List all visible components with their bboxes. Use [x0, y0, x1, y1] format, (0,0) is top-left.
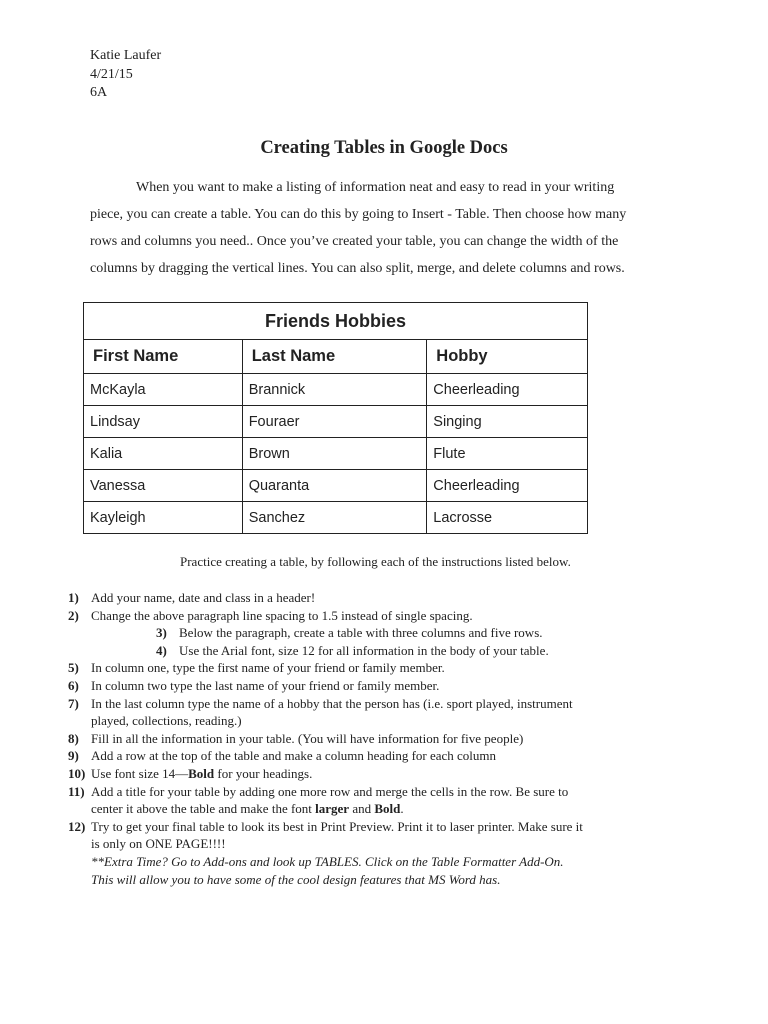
table-row	[84, 470, 588, 502]
table-row	[84, 502, 588, 534]
table-cell: Lacrosse	[427, 502, 588, 534]
item-number: 6)	[68, 677, 79, 693]
item-text-part: for your headings.	[214, 765, 313, 781]
item-number: 7)	[68, 695, 79, 711]
list-item	[68, 730, 688, 748]
item-text-continued: played, collections, reading.)	[91, 713, 242, 729]
student-date: 4/21/15	[90, 66, 133, 82]
table-caption: Friends Hobbies	[84, 303, 588, 340]
list-item	[68, 765, 688, 783]
item-text: In the last column type the name of a hobby that the person has (i.e. sport played, instrument	[91, 695, 573, 711]
item-number: 1)	[68, 590, 79, 605]
table-cell: Fouraer	[242, 406, 427, 438]
table-row	[84, 438, 588, 470]
header-hobby: Hobby	[427, 340, 588, 374]
list-item	[68, 677, 688, 695]
list-item	[68, 659, 688, 677]
list-item	[68, 589, 688, 607]
table-cell: Cheerleading	[427, 374, 588, 406]
table-caption-row	[84, 303, 588, 340]
table-cell: Cheerleading	[427, 470, 588, 502]
list-item	[68, 642, 688, 660]
table-cell: Vanessa	[84, 470, 243, 502]
table-cell: Flute	[427, 438, 588, 470]
table-cell: Kayleigh	[84, 502, 243, 534]
list-item	[68, 695, 688, 713]
item-text	[91, 765, 688, 783]
item-text-part: and	[349, 801, 375, 817]
table-header-row	[84, 340, 588, 374]
list-item	[68, 607, 688, 625]
item-text: In column one, type the first name of your friend or family member.	[91, 660, 445, 676]
item-text: Below the paragraph, create a table with three columns and five rows.	[179, 625, 543, 641]
item-text-part: center it above the table and make the font	[91, 801, 316, 817]
page-title: Creating Tables in Google Docs	[260, 138, 508, 158]
document-header	[90, 47, 161, 103]
item-text-part: .	[400, 801, 404, 817]
item-text-part: Use font size 14—	[91, 765, 189, 781]
table-cell: Brown	[242, 438, 427, 470]
item-bold-text: Bold	[188, 765, 215, 781]
intro-line: When you want to make a listing of information neat and easy to read in your writing	[136, 180, 615, 195]
item-number: 10)	[68, 765, 86, 781]
table-cell: Singing	[427, 406, 588, 438]
friends-hobbies-table	[83, 302, 588, 534]
intro-line: rows and columns you need.. Once you’ve created your table, you can change the width of the	[90, 234, 619, 249]
item-text: Fill in all the information in your table. (You will have information for five people)	[91, 730, 524, 746]
table-cell: Sanchez	[242, 502, 427, 534]
item-number: 8)	[68, 730, 79, 746]
extra-time-note: This will allow you to have some of the cool design features that MS Word has.	[91, 871, 501, 887]
item-number: 5)	[68, 660, 79, 676]
list-item	[68, 624, 688, 642]
item-number: 3)	[156, 625, 167, 641]
table-row	[84, 374, 588, 406]
instruction-list	[68, 589, 688, 888]
table-cell: Brannick	[242, 374, 427, 406]
item-text: In column two type the last name of your friend or family member.	[91, 677, 440, 693]
header-last-name: Last Name	[242, 340, 427, 374]
item-bold-text: Bold	[374, 801, 401, 817]
item-text: Change the above paragraph line spacing to 1.5 instead of single spacing.	[91, 607, 473, 623]
table-cell: Kalia	[84, 438, 243, 470]
table-cell: Lindsay	[84, 406, 243, 438]
list-item	[68, 818, 688, 836]
intro-paragraph	[90, 174, 680, 282]
student-name: Katie Laufer	[90, 48, 162, 63]
student-class: 6A	[90, 85, 108, 100]
item-text-continued	[68, 800, 688, 818]
header-first-name: First Name	[84, 340, 243, 374]
intro-line: columns by dragging the vertical lines. You can also split, merge, and delete columns and rows.	[90, 261, 625, 276]
extra-time-note: **Extra Time? Go to Add-ons and look up TABLES. Click on the Table Formatter Add-On.	[91, 853, 564, 869]
item-text: Add your name, date and class in a header!	[91, 590, 316, 605]
item-text: Use the Arial font, size 12 for all information in the body of your table.	[179, 642, 549, 658]
table-cell: Quaranta	[242, 470, 427, 502]
item-number: 9)	[68, 748, 79, 764]
item-text: Try to get your final table to look its best in Print Preview. Print it to laser printer. Make sure it	[91, 818, 583, 834]
item-number: 12)	[68, 818, 86, 834]
intro-line: piece, you can create a table. You can do this by going to Insert - Table. Then choose how many	[90, 207, 627, 222]
item-text-continued: is only on ONE PAGE!!!!	[91, 836, 226, 852]
table-row	[84, 406, 588, 438]
list-item	[68, 747, 688, 765]
item-bold-text: larger	[315, 801, 350, 817]
item-text: Add a title for your table by adding one more row and merge the cells in the row. Be sure to	[91, 783, 569, 799]
item-number: 4)	[156, 642, 167, 658]
item-number: 11)	[68, 783, 85, 799]
item-text: Add a row at the top of the table and make a column heading for each column	[91, 748, 497, 764]
practice-instructions-intro: Practice creating a table, by following each of the instructions listed below.	[180, 554, 571, 569]
item-number: 2)	[68, 607, 79, 623]
list-item	[68, 783, 688, 801]
table-cell: McKayla	[84, 374, 243, 406]
